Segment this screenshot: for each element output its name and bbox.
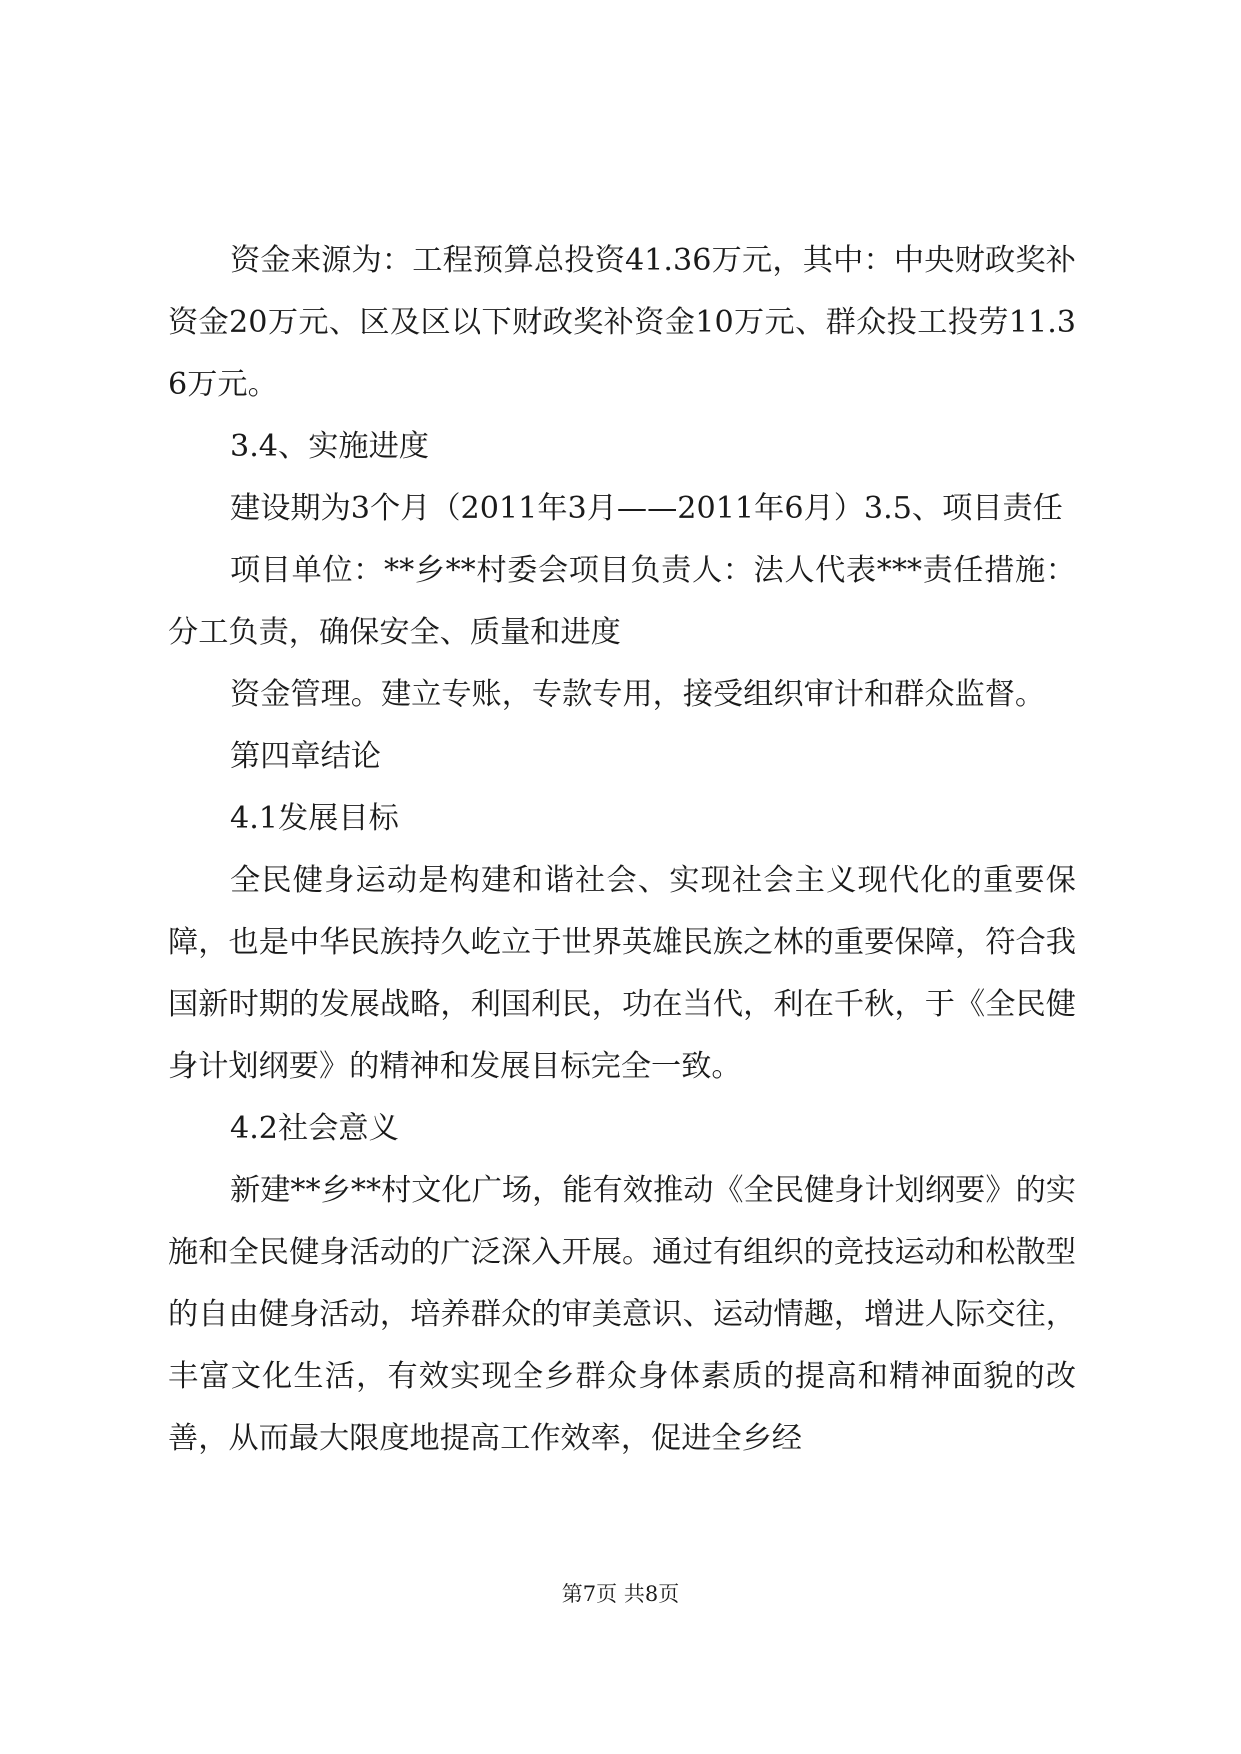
heading-chapter-four: 第四章结论 <box>230 739 381 774</box>
heading-social-significance: 4.2社会意义 <box>230 1111 399 1146</box>
document-body <box>168 230 1076 1470</box>
heading-development-goals: 4.1发展目标 <box>230 801 399 836</box>
heading-implementation-schedule: 3.4、实施进度 <box>230 429 429 464</box>
paragraph-construction-period: 建设期为3个月（2011年3月——2011年6月）3.5、项目责任 <box>230 491 1063 526</box>
paragraph-social-significance: 新建**乡**村文化广场，能有效推动《全民健身计划纲要》的实施和全民健身活动的广泛深入开展。通过有组织的竞技运动和松散型的自由健身活动，培养群众的审美意识、运动情趣，增进人际交往，丰富文化生活，有效实现全乡群众身体素质的提高和精神面貌的改善，从而最大限度地提高工作效率，促进全乡经 <box>168 1173 1076 1456</box>
paragraph-funding-source: 资金来源为：工程预算总投资41.36万元，其中：中央财政奖补资金20万元、区及区以下财政奖补资金10万元、群众投工投劳11.36万元。 <box>168 243 1076 402</box>
paragraph-fund-management: 资金管理。建立专账，专款专用，接受组织审计和群众监督。 <box>230 677 1046 712</box>
page-footer: 第7页 共8页 <box>561 1582 680 1606</box>
paragraph-project-unit: 项目单位：**乡**村委会项目负责人：法人代表***责任措施：分工负责，确保安全、质量和进度 <box>168 553 1076 650</box>
paragraph-development-goals: 全民健身运动是构建和谐社会、实现社会主义现代化的重要保障，也是中华民族持久屹立于世界英雄民族之林的重要保障，符合我国新时期的发展战略，利国利民，功在当代，利在千秋，于《全民健身计划纲要》的精神和发展目标完全一致。 <box>168 863 1076 1084</box>
